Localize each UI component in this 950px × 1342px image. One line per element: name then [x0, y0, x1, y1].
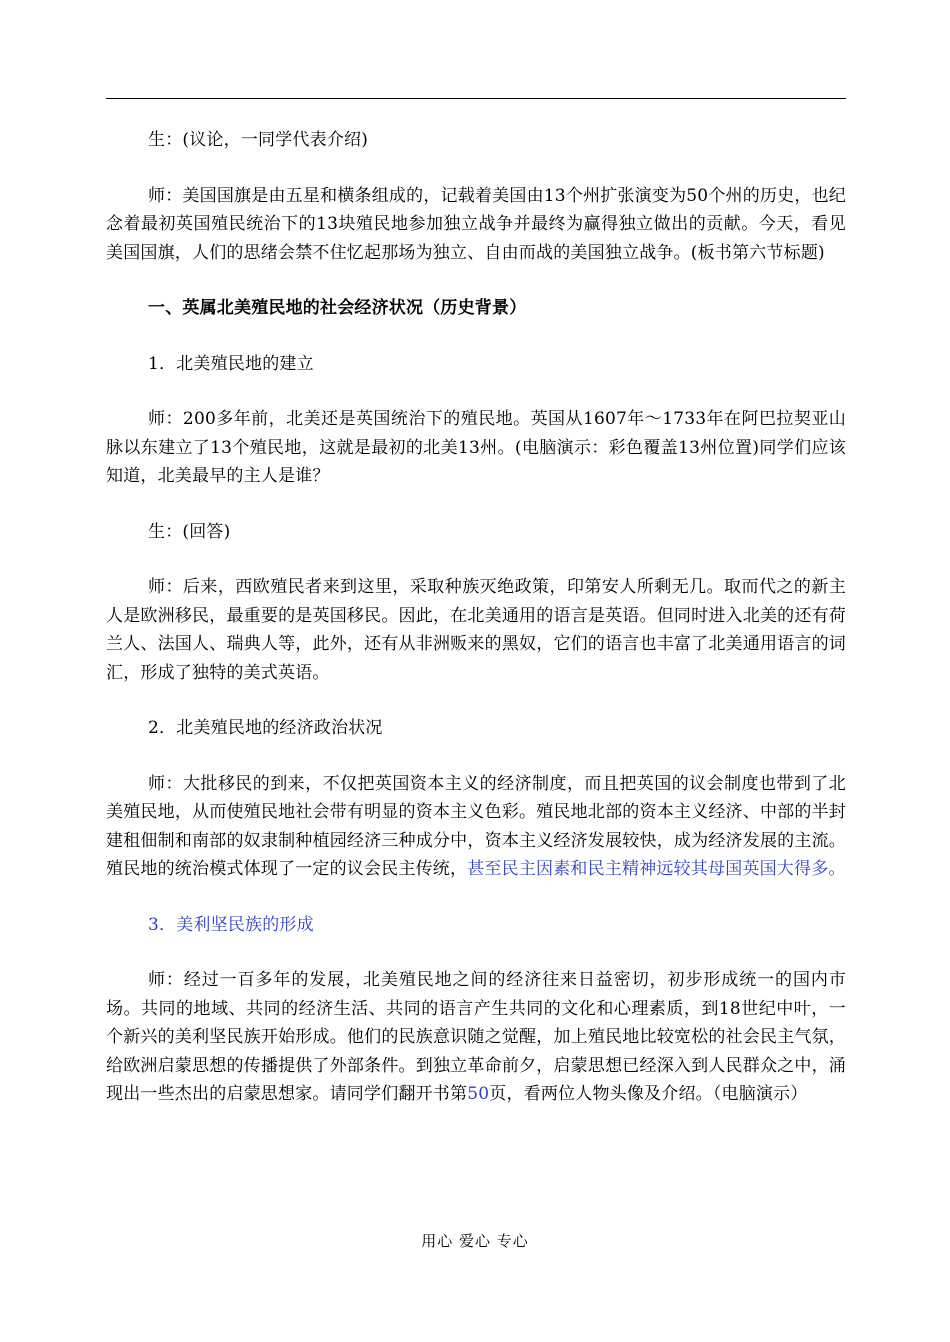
subheading-economy-politics: 2．北美殖民地的经济政治状况 — [148, 718, 383, 738]
teacher-nation-paragraph — [106, 966, 846, 1109]
economy-text: 师：大批移民的到来，不仅把英国资本主义的经济制度，而且把英国的议会制度也带到了北美殖民地，从而使殖民地社会带有明显的资本主义色彩。殖民地北部的资本主义经济、中部的半封建租佃制和南部的奴隶制种植园经济三种成分中，资本主义经济发展较快，成为经济发展的主流。殖民地的统治模式体现了一定的议会民主传统， — [106, 773, 846, 879]
teacher-flag-paragraph: 师：美国国旗是由五星和横条组成的，记载着美国由13个州扩张演变为50个州的历史，也纪念着最初英国殖民统治下的13块殖民地参加独立战争并最终为赢得独立做出的贡献。今天，看见美国国旗，人们的思绪会禁不住忆起那场为独立、自由而战的美国独立战争。(板书第六节标题) — [106, 185, 846, 263]
document-body — [106, 126, 846, 1109]
economy-highlight-text: 甚至民主因素和民主精神远较其母国英国大得多。 — [467, 859, 846, 879]
student-discussion-paragraph: 生：(议论，一同学代表介绍) — [148, 130, 369, 150]
teacher-language-paragraph: 师：后来，西欧殖民者来到这里，采取种族灭绝政策，印第安人所剩无几。取而代之的新主人是欧洲移民，最重要的是英国移民。因此，在北美通用的语言是英语。但同时进入北美的还有荷兰人、法国人、瑞典人等，此外，还有从非洲贩来的黑奴，它们的语言也丰富了北美通用语言的词汇，形成了独特的美式英语。 — [106, 577, 846, 683]
page-footer: 用心 爱心 专心 — [421, 1232, 529, 1250]
subheading-colony-founding: 1．北美殖民地的建立 — [148, 353, 314, 374]
nation-text-b: 页，看两位人物头像及介绍。（电脑演示） — [489, 1084, 808, 1104]
teacher-economy-paragraph — [106, 770, 846, 884]
nation-text-a: 师：经过一百多年的发展，北美殖民地之间的经济往来日益密切，初步形成统一的国内市场。共同的地域、共同的经济生活、共同的语言产生共同的文化和心理素质，到18世纪中叶，一个新兴的美利坚民族开始形成。他们的民族意识随之觉醒，加上殖民地比较宽松的社会民主气氛，给欧洲启蒙思想的传播提供了外部条件。到独立革命前夕，启蒙思想已经深入到人民群众之中，涌现出一些杰出的启蒙思想家。请同学们翻开书第 — [106, 970, 846, 1104]
student-answer-paragraph: 生：(回答) — [148, 521, 231, 542]
page-number-highlight: 50 — [467, 1084, 490, 1104]
teacher-colony-paragraph: 师：200多年前，北美还是英国统治下的殖民地。英国从1607年～1733年在阿巴拉契亚山脉以东建立了13个殖民地，这就是最初的北美13州。(电脑演示：彩色覆盖13州位置)同学们应该知道，北美最早的主人是谁？ — [106, 409, 846, 486]
section-heading: 一、英属北美殖民地的社会经济状况（历史背景） — [148, 298, 527, 318]
header-rule — [106, 98, 846, 99]
subheading-nation-formation: 3．美利坚民族的形成 — [148, 914, 314, 935]
